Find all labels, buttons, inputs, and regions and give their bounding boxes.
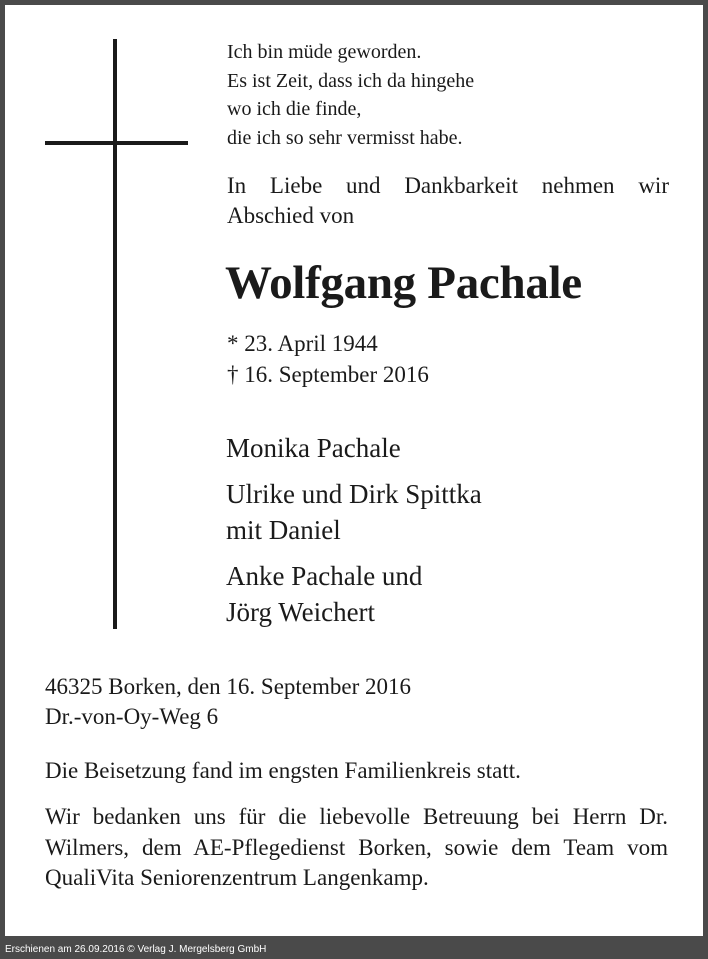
cross-horizontal-bar <box>45 141 188 145</box>
address <box>45 672 411 732</box>
thanks-note: Wir bedanken uns für die liebevolle Betreuung bei Herrn Dr. Wilmers, dem AE-Pflegedienst Borken, sowie dem Team vom QualiVita Seniorenzentrum Langenkamp. <box>45 804 668 890</box>
mourner-name: Anke Pachale und <box>226 561 423 591</box>
poem <box>227 38 474 152</box>
mourner-group <box>226 430 482 466</box>
life-dates <box>227 328 429 390</box>
street: Dr.-von-Oy-Weg 6 <box>45 704 219 729</box>
poem-line: Ich bin müde geworden. <box>227 41 422 63</box>
mourner-name: mit Daniel <box>226 515 341 545</box>
poem-line: wo ich die finde, <box>227 98 362 120</box>
publication-footer: Erschienen am 26.09.2016 © Verlag J. Mergelsberg GmbH <box>0 941 708 959</box>
poem-line: die ich so sehr vermisst habe. <box>227 126 463 149</box>
mourner-name: Ulrike und Dirk Spittka <box>226 479 482 509</box>
farewell-text: In Liebe und Dankbarkeit nehmen wir Abschied von <box>227 173 669 228</box>
cross-vertical-bar <box>113 39 117 629</box>
mourner-name: Monika Pachale <box>226 433 401 463</box>
mourner-group <box>226 476 482 548</box>
death-date: † 16. September 2016 <box>227 362 429 387</box>
mourner-name: Jörg Weichert <box>226 597 376 627</box>
mourner-group <box>226 558 482 630</box>
place-date: 46325 Borken, den 16. September 2016 <box>45 674 412 699</box>
poem-line: Es ist Zeit, dass ich da hingehe <box>227 69 475 92</box>
birth-date: * 23. April 1944 <box>227 331 378 356</box>
deceased-name: Wolfgang Pachale <box>225 257 582 309</box>
mourners <box>226 430 482 640</box>
burial-note: Die Beisetzung fand im engsten Familienkreis statt. <box>45 758 521 783</box>
